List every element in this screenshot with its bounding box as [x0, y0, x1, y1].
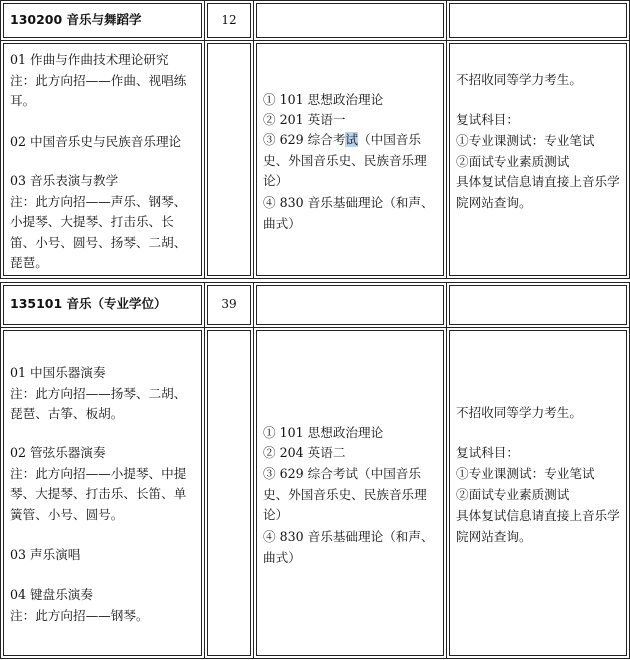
note-line: 复试科目：	[456, 445, 519, 460]
header-cell-code-2	[3, 285, 202, 325]
exam-item: ④ 830 音乐基础理论（和声、曲式）	[263, 195, 434, 231]
exam-item: ③ 629 综合考试（中国音乐史、外国音乐史、民族音乐理论）	[263, 466, 427, 522]
exam-item: ① 101 思想政治理论	[263, 425, 384, 440]
note-line: ②面试专业素质测试	[456, 487, 570, 502]
directions-cell-1	[3, 43, 202, 276]
note-line: ②面试专业素质测试	[456, 154, 570, 169]
header-cell-blank-2b	[449, 285, 627, 325]
note-line: 具体复试信息请直接上音乐学院网站查询。	[456, 508, 620, 544]
direction-1-02: 02 中国音乐史与民族音乐理论	[10, 134, 182, 149]
header-cell-code-1	[3, 3, 202, 38]
note-line: 具体复试信息请直接上音乐学院网站查询。	[456, 174, 620, 210]
header-cell-count-2	[207, 285, 251, 325]
exams-cell-1	[256, 43, 444, 276]
highlighted-text: 试	[345, 132, 359, 147]
direction-2-02: 02 管弦乐器演奏 注：此方向招——小提琴、中提琴、大提琴、打击乐、长笛、单簧管、小号、圆号。	[10, 445, 187, 522]
exam-item: ② 201 英语一	[263, 112, 346, 127]
directions-cell-2	[3, 330, 202, 656]
direction-2-04: 04 键盘乐演奏 注：此方向招——钢琴。	[10, 587, 149, 623]
header-cell-blank-2a	[256, 285, 444, 325]
note-line: ①专业课测试：专业笔试	[456, 466, 595, 481]
direction-2-03: 03 声乐演唱	[10, 547, 81, 562]
exam-item: ② 204 英语二	[263, 445, 346, 460]
exams-cell-2	[256, 330, 444, 656]
count-body-cell-1	[207, 43, 251, 276]
note-line: 不招收同等学力考生。	[456, 72, 582, 87]
notes-cell-1	[449, 43, 627, 276]
enrollment-count-2: 39	[221, 297, 237, 311]
direction-2-01: 01 中国乐器演奏 注：此方向招——扬琴、二胡、琵琶、古筝、板胡。	[10, 365, 187, 421]
enrollment-count-1: 12	[221, 13, 237, 27]
exam-item: ④ 830 音乐基础理论（和声、曲式）	[263, 529, 434, 565]
header-cell-blank-1a	[256, 3, 444, 38]
notes-cell-2	[449, 330, 627, 656]
note-line: 不招收同等学力考生。	[456, 405, 582, 420]
note-line: 复试科目：	[456, 112, 519, 127]
header-cell-count-1	[207, 3, 251, 38]
major-title-2: 135101 音乐（专业学位）	[10, 296, 167, 311]
count-body-cell-2	[207, 330, 251, 656]
direction-1-01: 01 作曲与作曲技术理论研究 注：此方向招——作曲、视唱练耳。	[10, 52, 187, 108]
major-title-1: 130200 音乐与舞蹈学	[10, 12, 142, 27]
direction-1-03: 03 音乐表演与教学 注：此方向招——声乐、钢琴、小提琴、大提琴、打击乐、长笛、小号、圆号、扬琴、二胡、琵琶。	[10, 173, 187, 270]
exam-item: ③ 629 综合考试（中国音乐史、外国音乐史、民族音乐理论）	[263, 132, 427, 188]
note-line: ①专业课测试：专业笔试	[456, 133, 595, 148]
exam-item: ① 101 思想政治理论	[263, 92, 384, 107]
header-cell-blank-1b	[449, 3, 627, 38]
